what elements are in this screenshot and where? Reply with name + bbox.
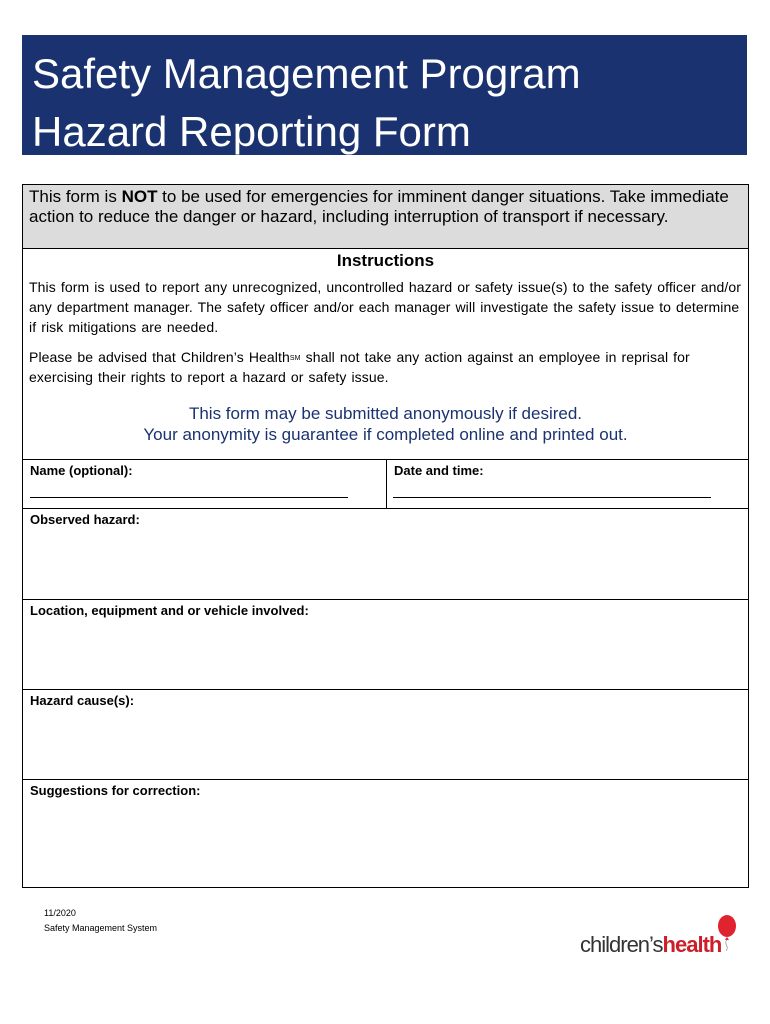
childrens-health-logo <box>580 912 750 962</box>
location-label: Location, equipment and or vehicle involved: <box>30 603 309 618</box>
name-date-row <box>23 459 748 509</box>
name-underline[interactable] <box>30 497 348 498</box>
paragraph-2-start: Please be advised that Children’s Health <box>29 349 290 365</box>
hazard-cause-label: Hazard cause(s): <box>30 693 135 708</box>
warning-prefix: This form is <box>29 187 122 206</box>
instructions-paragraph-1: This form is used to report any unrecognized, uncontrolled hazard or safety issue(s) to the safety officer and/or any department manager. The safety officer and/or each manager will investigate the safety issue to determine if risk mitigations are needed. <box>29 279 742 335</box>
anonymity-line-2: Your anonymity is guarantee if completed online and printed out. <box>143 425 628 444</box>
anonymity-line-1: This form may be submitted anonymously if desired. <box>188 404 583 423</box>
observed-hazard-label: Observed hazard: <box>30 512 140 527</box>
revision-date: 11/2020 <box>44 908 76 918</box>
paragraph-2-end: shall not take any action against an employee in reprisal for exercising their rights to report a hazard or safety issue. <box>29 349 690 385</box>
date-time-underline[interactable] <box>393 497 711 498</box>
date-cell[interactable] <box>387 460 748 508</box>
form-title-line-2: Hazard Reporting Form <box>32 108 471 155</box>
instructions-heading: Instructions <box>336 251 435 270</box>
logo-wordmark <box>580 932 721 958</box>
name-label: Name (optional): <box>30 463 133 478</box>
name-cell[interactable] <box>23 460 387 508</box>
date-time-label: Date and time: <box>394 463 484 478</box>
warning-text: to be used for emergencies for imminent danger situations. Take immediate action to reduce the danger or hazard, including interruption of transport if necessary. <box>29 187 729 226</box>
logo-word-childrens: children’s <box>580 932 663 957</box>
observed-hazard-field[interactable] <box>23 509 748 600</box>
footer <box>44 906 157 936</box>
anonymity-notice <box>23 403 748 445</box>
location-field[interactable] <box>23 600 748 690</box>
warning-emphasis: NOT <box>121 187 158 206</box>
suggestions-field[interactable] <box>23 780 748 887</box>
instructions-paragraph-2 <box>23 347 748 387</box>
title-banner <box>22 35 747 155</box>
form-title-line-1: Safety Management Program <box>32 50 581 97</box>
hazard-cause-field[interactable] <box>23 690 748 780</box>
suggestions-label: Suggestions for correction: <box>30 783 201 798</box>
emergency-warning <box>23 185 748 249</box>
system-name: Safety Management System <box>44 923 158 933</box>
hazard-form <box>22 184 749 888</box>
service-mark: SM <box>289 355 301 362</box>
logo-word-health: health <box>662 932 722 957</box>
